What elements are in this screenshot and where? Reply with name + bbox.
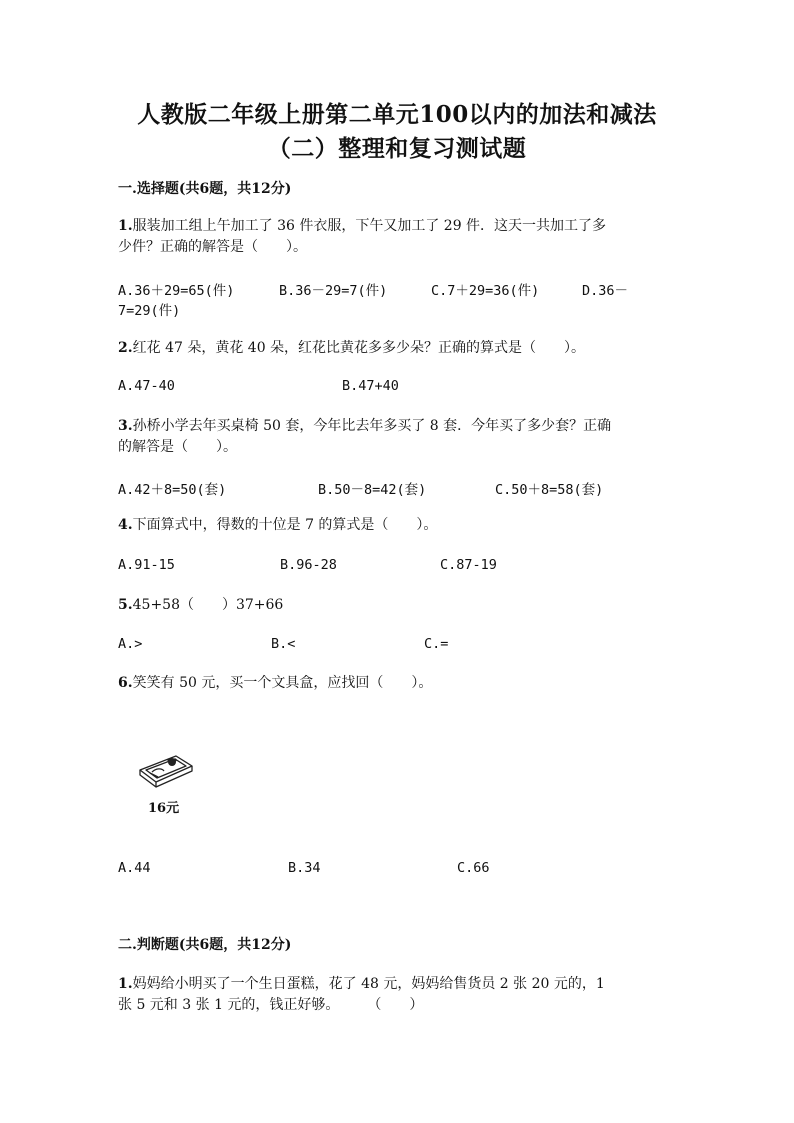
option-a[interactable]: A.44 (118, 860, 151, 876)
question-3-line2: 的解答是（ ）。 (118, 439, 237, 455)
question-text: 下面算式中，得数的十位是 7 的算式是（ ）。 (132, 517, 438, 533)
option-a[interactable]: A.91-15 (118, 557, 175, 573)
option-c[interactable]: C.7＋29=36(件) (431, 283, 540, 299)
option-c[interactable]: C.66 (457, 860, 490, 876)
option-b[interactable]: B.36－29=7(件) (279, 283, 388, 299)
question-text: 红花 47 朵，黄花 40 朵，红花比黄花多多少朵？正确的算式是（ ）。 (132, 340, 586, 356)
option-c[interactable]: C.87-19 (440, 557, 497, 573)
question-number: 4. (118, 517, 133, 533)
question-4 (118, 515, 437, 536)
option-a[interactable]: A.> (118, 636, 143, 652)
option-b[interactable]: B.96-28 (280, 557, 337, 573)
option-c[interactable]: C.50＋8=58(套) (495, 482, 604, 498)
page-subtitle: （二）整理和复习测试题 (267, 135, 527, 162)
question-1 (118, 216, 606, 237)
question-3 (118, 416, 611, 437)
question-6 (118, 673, 432, 694)
question-text: 笑笑有 50 元，买一个文具盒，应找回（ ）。 (132, 675, 433, 691)
question-number: 1. (118, 976, 133, 992)
pencil-case-icon (136, 752, 196, 788)
page-title: 人教版二年级上册第二单元100以内的加法和减法 (137, 101, 657, 128)
section-heading: 一.选择题(共6题，共12分) (118, 181, 292, 197)
section-heading: 二.判断题(共6题，共12分) (118, 937, 292, 953)
question-text: 妈妈给小明买了一个生日蛋糕，花了 48 元，妈妈给售货员 2 张 20 元的，1 (132, 976, 605, 992)
option-b[interactable]: B.34 (288, 860, 321, 876)
option-a[interactable]: A.36＋29=65(件) (118, 283, 235, 299)
question-number: 1. (118, 218, 133, 234)
question-number: 3. (118, 418, 133, 434)
question-2 (118, 338, 585, 359)
option-b[interactable]: B.50－8=42(套) (318, 482, 427, 498)
option-c[interactable]: C.= (424, 636, 449, 652)
option-b[interactable]: B.< (271, 636, 296, 652)
option-b[interactable]: B.47+40 (342, 378, 399, 394)
question-1-line2: 少件？正确的解答是（ ）。 (118, 239, 307, 255)
question-5 (118, 595, 283, 616)
question-number: 6. (118, 675, 133, 691)
option-d[interactable]: D.36－ (582, 283, 629, 299)
question-number: 2. (118, 340, 133, 356)
judge-question-1-line2: 张 5 元和 3 张 1 元的，钱正好够。 （ ） (118, 997, 424, 1013)
price-label: 16元 (148, 801, 180, 816)
option-a[interactable]: A.42＋8=50(套) (118, 482, 227, 498)
option-d-continued: 7=29(件) (118, 303, 181, 319)
question-text: 孙桥小学去年买桌椅 50 套，今年比去年多买了 8 套．今年买了多少套？正确 (132, 418, 612, 434)
question-number: 5. (118, 597, 133, 613)
question-text: 服装加工组上午加工了 36 件衣服，下午又加工了 29 件．这天一共加工了多 (132, 218, 607, 234)
option-a[interactable]: A.47-40 (118, 378, 175, 394)
question-text: 45+58（ ）37+66 (132, 597, 284, 613)
judge-question-1 (118, 974, 605, 995)
